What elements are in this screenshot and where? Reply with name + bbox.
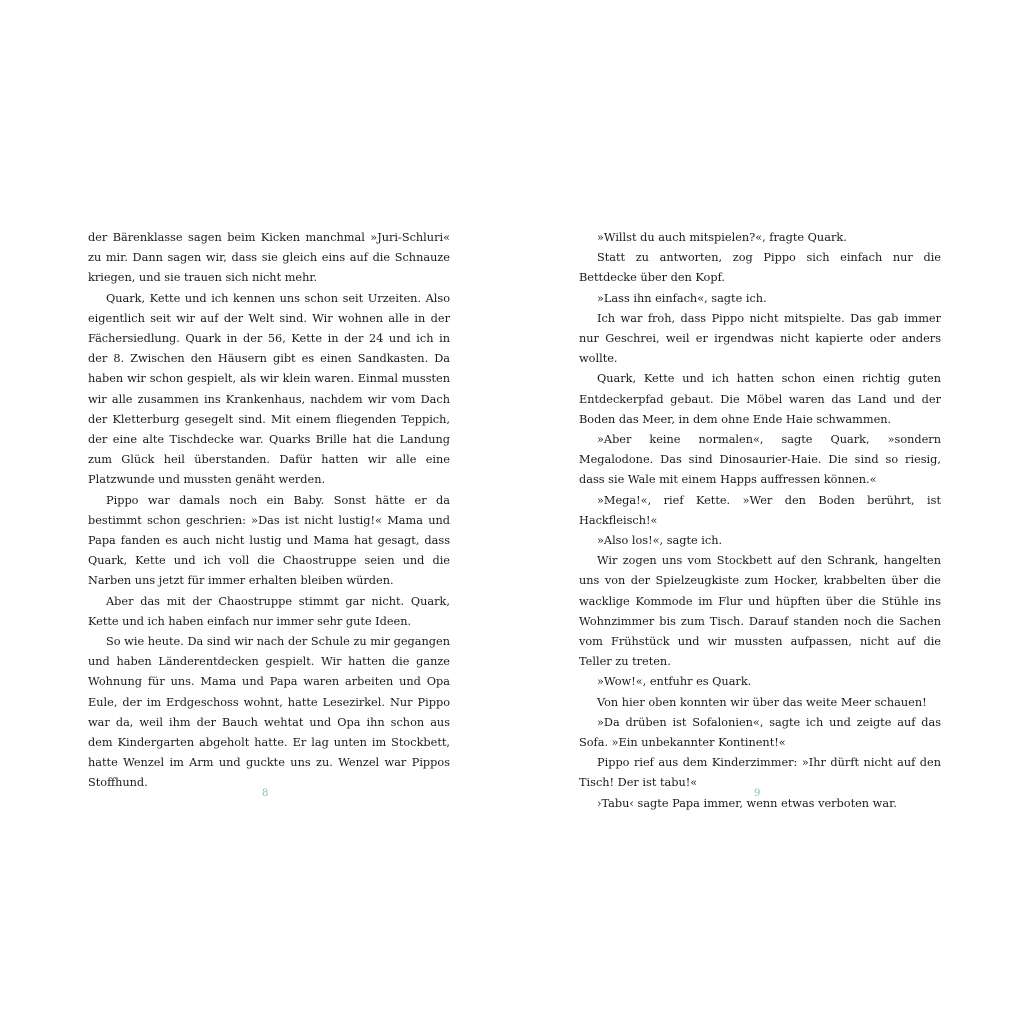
page-number-right: 9 xyxy=(754,788,761,799)
left-page-text xyxy=(88,228,450,794)
paragraph: So wie heute. Da sind wir nach der Schule zu mir gegangen und haben Länderentdecken gespielt. Wir hatten die ganze Wohnung für uns. Mama und Papa waren arbeiten und Opa Eule, der im Erdgeschoss wohnt, hatte Lesezirkel. Nur Pippo war da, weil ihm der Bauch wehtat und Opa ihn schon aus dem Kindergarten abgeholt hatte. Er lag unten im Stockbett, hatte Wenzel im Arm und guckte uns zu. Wenzel war Pippos Stoffhund. xyxy=(88,635,450,790)
paragraph: »Wow!«, entfuhr es Quark. xyxy=(597,675,752,689)
paragraph: ›Tabu‹ sagte Papa immer, wenn etwas verboten war. xyxy=(597,796,897,810)
paragraph: »Also los!«, sagte ich. xyxy=(597,534,723,548)
paragraph: Pippo war damals noch ein Baby. Sonst hätte er da bestimmt schon geschrien: »Das ist nicht lustig!« Mama und Papa fanden es auch nicht lustig und Mama hat gesagt, dass Quark, Kette und ich voll die Chaostruppe seien und die Narben uns jetzt für immer erhalten bleiben würden. xyxy=(88,493,450,588)
paragraph: Quark, Kette und ich hatten schon einen richtig guten Entdeckerpfad gebaut. Die Möbel waren das Land und der Boden das Meer, in dem ohne Ende Haie schwammen. xyxy=(579,372,941,426)
right-page-text xyxy=(579,228,941,814)
paragraph: Wir zogen uns vom Stockbett auf den Schrank, hangelten uns von der Spielzeugkiste zum Hocker, krabbelten über die wacklige Kommode im Flur und hüpften über die Stühle ins Wohnzimmer bis zum Tisch. Darauf standen noch die Sachen vom Frühstück und wir mussten aufpassen, nicht auf die Teller zu treten. xyxy=(579,554,941,669)
paragraph: »Willst du auch mitspielen?«, fragte Quark. xyxy=(597,231,847,244)
paragraph: Pippo rief aus dem Kinderzimmer: »Ihr dürft nicht auf den Tisch! Der ist tabu!« xyxy=(579,756,941,790)
paragraph: »Mega!«, rief Kette. »Wer den Boden berührt, ist Hackfleisch!« xyxy=(579,493,941,527)
paragraph: »Aber keine normalen«, sagte Quark, »sondern Megalodone. Das sind Dinosaurier-Haie. Die sind so riesig, dass sie Wale mit einem Happs auffressen können.« xyxy=(579,433,941,487)
paragraph: »Lass ihn einfach«, sagte ich. xyxy=(597,291,767,305)
paragraph: Aber das mit der Chaostruppe stimmt gar nicht. Quark, Kette und ich haben einfach nur immer sehr gute Ideen. xyxy=(88,594,450,628)
paragraph: der Bärenklasse sagen beim Kicken manchmal »Juri-Schluri« zu mir. Dann sagen wir, dass sie gleich eins auf die Schnauze kriegen, und sie trauen sich nicht mehr. xyxy=(88,231,450,285)
paragraph: Quark, Kette und ich kennen uns schon seit Urzeiten. Also eigentlich seit wir auf der Welt sind. Wir wohnen alle in der Fächersiedlung. Quark in der 56, Kette in der 24 und ich in der 8. Zwischen den Häusern gibt es einen Sandkasten. Da haben wir schon gespielt, als wir klein waren. Einmal mussten wir alle zusammen ins Krankenhaus, nachdem wir vom Dach der Kletterburg gesegelt sind. Mit einem fliegenden Teppich, der eine alte Tischdecke war. Quarks Brille hat die Landung zum Glück heil überstanden. Dafür hatten wir alle eine Platzwunde und mussten genäht werden. xyxy=(88,291,450,487)
page-number-left: 8 xyxy=(262,788,269,799)
paragraph: Ich war froh, dass Pippo nicht mitspielte. Das gab immer nur Geschrei, weil er irgendwas nicht kapierte oder anders wollte. xyxy=(579,311,941,366)
paragraph: »Da drüben ist Sofalonien«, sagte ich und zeigte auf das Sofa. »Ein unbekannter Kontinent!« xyxy=(579,715,941,750)
paragraph: Von hier oben konnten wir über das weite Meer schauen! xyxy=(597,695,927,709)
paragraph: Statt zu antworten, zog Pippo sich einfach nur die Bettdecke über den Kopf. xyxy=(579,251,941,285)
